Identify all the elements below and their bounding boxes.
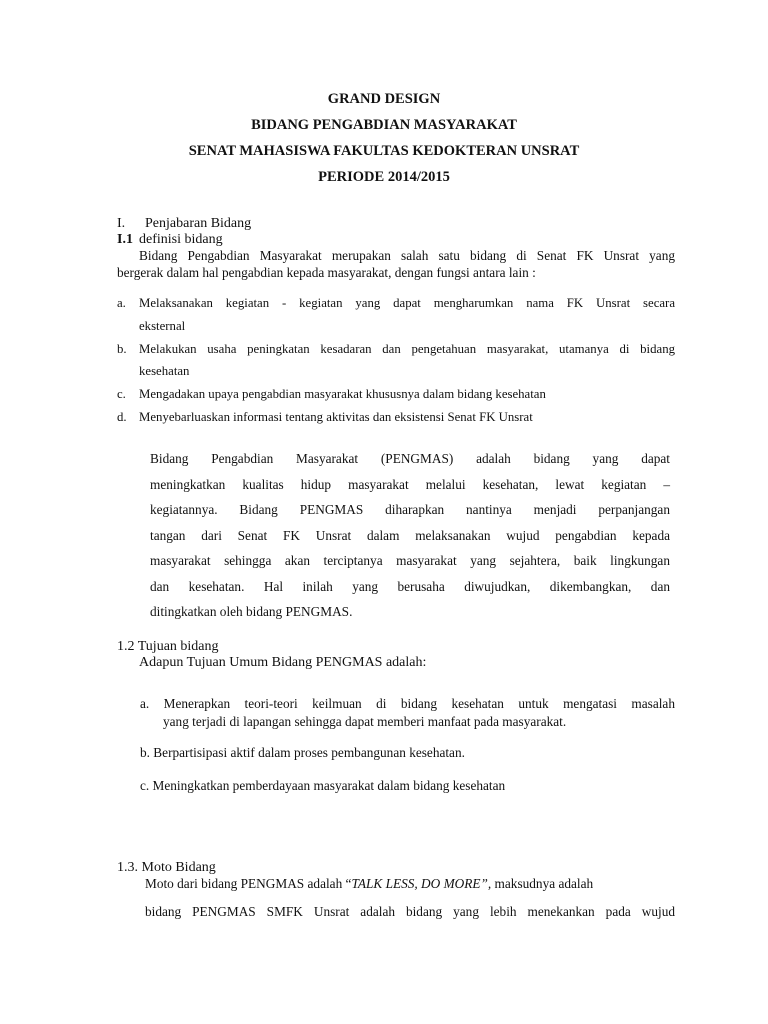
function-item-c-marker: c. xyxy=(117,387,126,401)
title-line-4: PERIODE 2014/2015 xyxy=(318,169,450,185)
motto-line-1-pre: Moto dari bidang PENGMAS adalah “ xyxy=(145,876,352,891)
function-item-b-line-2: kesehatan xyxy=(139,364,190,378)
motto-close-quote: ”, xyxy=(480,876,492,891)
function-item-d-marker: d. xyxy=(117,410,127,424)
function-item-a-marker: a. xyxy=(117,296,126,310)
subsection-1-1-heading: definisi bidang xyxy=(139,232,223,247)
pengmas-paragraph-line-3: kegiatannya. Bidang PENGMAS diharapkan nantinya menjadi perpanjangan xyxy=(150,502,670,517)
objective-item-b: b. Berpartisipasi aktif dalam proses pembangunan kesehatan. xyxy=(140,745,465,760)
definition-intro-line-1: Bidang Pengabdian Masyarakat merupakan salah satu bidang di Senat FK Unsrat yang xyxy=(139,248,675,263)
title-line-1: GRAND DESIGN xyxy=(327,91,441,107)
function-item-c-line-1: Mengadakan upaya pengabdian masyarakat khususnya dalam bidang kesehatan xyxy=(139,387,546,401)
subsection-1-3-heading: 1.3. Moto Bidang xyxy=(117,860,216,875)
motto-line-1 xyxy=(145,876,675,892)
subsection-1-1-number: I.1 xyxy=(117,232,133,247)
section-1-number: I. xyxy=(117,216,126,231)
objective-item-a-line-1: a. Menerapkan teori-teori keilmuan di bidang kesehatan untuk mengatasi masalah xyxy=(140,696,675,711)
function-item-a-line-1: Melaksanakan kegiatan - kegiatan yang dapat mengharumkan nama FK Unsrat secara xyxy=(139,296,675,310)
function-item-d-line-1: Menyebarluaskan informasi tentang aktivitas dan eksistensi Senat FK Unsrat xyxy=(139,410,533,424)
title-line-3: SENAT MAHASISWA FAKULTAS KEDOKTERAN UNSRAT xyxy=(188,143,580,159)
pengmas-paragraph-line-1: Bidang Pengabdian Masyarakat (PENGMAS) adalah bidang yang dapat xyxy=(150,451,670,466)
function-item-a-line-2: eksternal xyxy=(139,319,186,333)
objective-intro: Adapun Tujuan Umum Bidang PENGMAS adalah: xyxy=(139,655,427,670)
function-item-b-line-1: Melakukan usaha peningkatan kesadaran dan pengetahuan masyarakat, utamanya di bidang xyxy=(139,342,675,356)
pengmas-paragraph-line-5: masyarakat sehingga akan terciptanya masyarakat yang sejahtera, baik lingkungan xyxy=(150,553,670,568)
motto-text: TALK LESS, DO MORE xyxy=(351,876,481,891)
definition-intro-line-2: bergerak dalam hal pengabdian kepada masyarakat, dengan fungsi antara lain : xyxy=(117,265,536,280)
document-title xyxy=(0,86,768,190)
pengmas-paragraph-line-7: ditingkatkan oleh bidang PENGMAS. xyxy=(150,604,353,619)
pengmas-paragraph-line-2: meningkatkan kualitas hidup masyarakat melalui kesehatan, lewat kegiatan – xyxy=(150,477,670,492)
motto-line-2: bidang PENGMAS SMFK Unsrat adalah bidang yang lebih menekankan pada wujud xyxy=(145,904,675,919)
subsection-1-2-heading: 1.2 Tujuan bidang xyxy=(117,639,219,654)
pengmas-paragraph-line-6: dan kesehatan. Hal inilah yang berusaha diwujudkan, dikembangkan, dan xyxy=(150,579,670,594)
section-1-heading: Penjabaran Bidang xyxy=(145,216,252,231)
motto-line-1-post: maksudnya adalah xyxy=(491,876,594,891)
objective-item-a-line-2: yang terjadi di lapangan sehingga dapat memberi manfaat pada masyarakat. xyxy=(163,714,567,729)
pengmas-paragraph-line-4: tangan dari Senat FK Unsrat dalam melaksanakan wujud pengabdian kepada xyxy=(150,528,670,543)
title-line-2: BIDANG PENGABDIAN MASYARAKAT xyxy=(251,117,517,133)
objective-item-c: c. Meningkatkan pemberdayaan masyarakat dalam bidang kesehatan xyxy=(140,778,506,793)
function-item-b-marker: b. xyxy=(117,342,127,356)
